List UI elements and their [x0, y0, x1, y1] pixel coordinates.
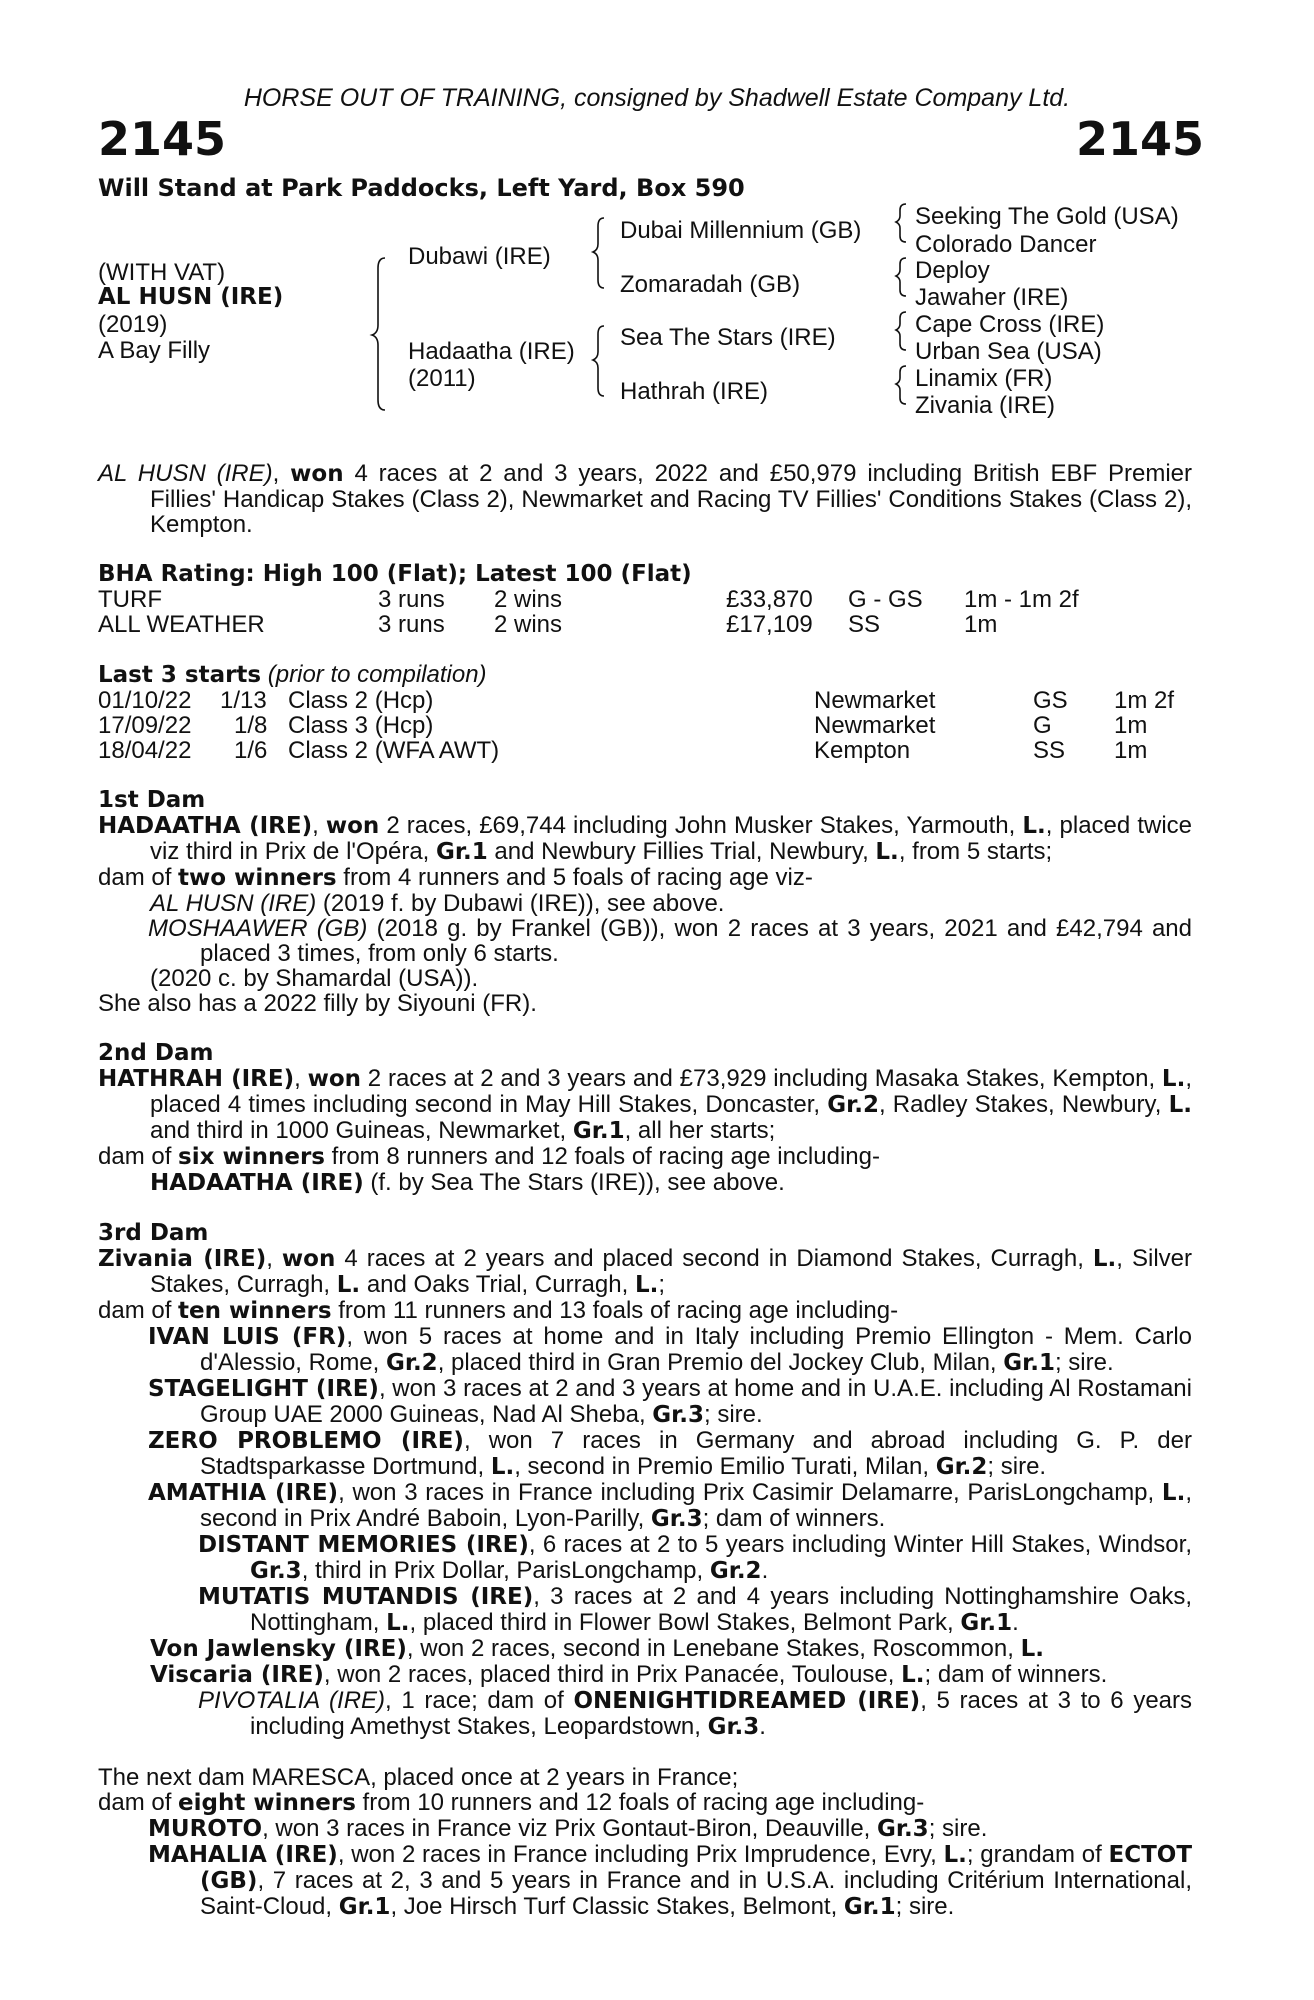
lot-number-left: 2145 — [98, 112, 227, 166]
sire-dam: Zomaradah (GB) — [620, 271, 801, 298]
produce-item: STAGELIGHT (IRE), won 3 races at 2 and 3 years at home and in U.A.E. including Al Rostamani Group UAE 2000 Guineas, Nad Al Sheba, Gr.3; sire. — [148, 1375, 1192, 1428]
produce-item: ZERO PROBLEMO (IRE), won 7 races in Germany and abroad including G. P. der Stadtsparkasse Dortmund, L., second in Premio Emilio Turati, Milan, Gr.2; sire. — [148, 1427, 1192, 1480]
horse-year: (2019) — [98, 311, 168, 338]
produce-item: MUROTO, won 3 races in France viz Prix Gontaut-Biron, Deauville, Gr.3; sire. — [148, 1815, 988, 1842]
first-dam-heading: 1st Dam — [98, 787, 206, 813]
rating-heading: BHA Rating: High 100 (Flat); Latest 100 (Flat) — [98, 561, 692, 587]
dam-year: (2011) — [408, 365, 476, 392]
last-start-row: 01/10/22 1/13 Class 2 (Hcp) Newmarket GS 1m 2f — [98, 687, 1175, 714]
consignment-line: HORSE OUT OF TRAINING, consigned by Shadwell Estate Company Ltd. — [243, 84, 1071, 112]
last-start-row: 17/09/22 1/8 Class 3 (Hcp) Newmarket G 1m — [98, 712, 1148, 739]
grandproduce-item: PIVOTALIA (IRE), 1 race; dam of ONENIGHTIDREAMED (IRE), 5 races at 3 to 6 years including Amethyst Stakes, Leopardstown, Gr.3. — [198, 1687, 1193, 1740]
produce-item: Von Jawlensky (IRE), won 2 races, second in Lenebane Stakes, Roscommon, L. — [150, 1635, 1044, 1662]
rating-row-turf: TURF 3 runs 2 wins £33,870 G - GS 1m - 1m 2f — [98, 586, 1079, 613]
sire-sire-dam: Colorado Dancer — [915, 231, 1097, 258]
produce-item: MOSHAAWER (GB) (2018 g. by Frankel (GB)), won 2 races at 3 years, 2021 and £42,794 and placed 3 times, from only 6 starts. — [148, 915, 1193, 967]
lot-number-right: 2145 — [1075, 112, 1204, 166]
third-dam-heading: 3rd Dam — [98, 1220, 209, 1246]
sire-sire-sire: Seeking The Gold (USA) — [915, 203, 1179, 230]
sire-dam-dam: Jawaher (IRE) — [915, 284, 1069, 311]
horse-name: AL HUSN (IRE) — [98, 284, 284, 310]
dam-sire-dam: Urban Sea (USA) — [915, 338, 1102, 365]
third-dam-produce-summary: dam of ten winners from 11 runners and 13 foals of racing age including- — [98, 1297, 899, 1324]
sire: Dubawi (IRE) — [408, 243, 551, 270]
first-dam-note: She also has a 2022 filly by Siyouni (FR). — [98, 990, 537, 1017]
produce-item: (2020 c. by Shamardal (USA)). — [150, 965, 479, 992]
first-dam-produce-summary: dam of two winners from 4 runners and 5 foals of racing age viz- — [98, 864, 813, 891]
produce-item: HADAATHA (IRE) (f. by Sea The Stars (IRE)), see above. — [150, 1169, 785, 1196]
produce-item: IVAN LUIS (FR), won 5 races at home and in Italy including Premio Ellington - Mem. Carlo d'Alessio, Rome, Gr.2, placed third in Gran Premio del Jockey Club, Milan, Gr.1; sire. — [148, 1323, 1192, 1376]
rating-row-all-weather: ALL WEATHER 3 runs 2 wins £17,109 SS 1m — [98, 611, 998, 638]
grandproduce-item: DISTANT MEMORIES (IRE), 6 races at 2 to 5 years including Winter Hill Stakes, Windsor, Gr.3, third in Prix Dollar, ParisLongchamp, Gr.2. — [198, 1531, 1192, 1584]
second-dam-record: HATHRAH (IRE), won 2 races at 2 and 3 years and £73,929 including Masaka Stakes, Kempton, L., placed 4 times including second in May Hill Stakes, Doncaster, Gr.2, Radley Stakes, Newbury, L. and third in 1000 Guineas, Newmarket, Gr.1, all her starts; — [98, 1065, 1193, 1144]
pedigree-brackets — [0, 0, 1314, 430]
stand-location: Will Stand at Park Paddocks, Left Yard, Box 590 — [98, 174, 745, 202]
next-dam-line: The next dam MARESCA, placed once at 2 years in France; — [98, 1764, 739, 1791]
third-dam-record: Zivania (IRE), won 4 races at 2 years and placed second in Diamond Stakes, Curragh, L., Silver Stakes, Curragh, L. and Oaks Trial, Curragh, L.; — [98, 1245, 1192, 1298]
produce-item: MAHALIA (IRE), won 2 races in France including Prix Imprudence, Evry, L.; grandam of ECTOT (GB), 7 races at 2, 3 and 5 years in France and in U.S.A. including Critérium International, Saint-Cloud, Gr.1, Joe Hirsch Turf Classic Stakes, Belmont, Gr.1; sire. — [148, 1841, 1193, 1920]
vat-note: (WITH VAT) — [98, 259, 226, 286]
next-dam-produce-summary: dam of eight winners from 10 runners and 12 foals of racing age including- — [98, 1789, 925, 1816]
dam-sire: Sea The Stars (IRE) — [620, 324, 836, 351]
dam: Hadaatha (IRE) — [408, 338, 575, 365]
last-starts-heading: Last 3 starts (prior to compilation) — [98, 661, 487, 688]
summary-paragraph: AL HUSN (IRE), won 4 races at 2 and 3 years, 2022 and £50,979 including British EBF Premier Fillies' Handicap Stakes (Class 2), Newmarket and Racing TV Fillies' Conditions Stakes (Class 2), Kempton. — [98, 460, 1192, 538]
dam-dam: Hathrah (IRE) — [620, 378, 769, 405]
horse-description: A Bay Filly — [98, 337, 211, 364]
second-dam-heading: 2nd Dam — [98, 1040, 214, 1066]
second-dam-produce-summary: dam of six winners from 8 runners and 12 foals of racing age including- — [98, 1143, 880, 1170]
first-dam-record: HADAATHA (IRE), won 2 races, £69,744 including John Musker Stakes, Yarmouth, L., placed twice viz third in Prix de l'Opéra, Gr.1 and Newbury Fillies Trial, Newbury, L., from 5 starts; — [98, 812, 1193, 865]
dam-dam-sire: Linamix (FR) — [915, 365, 1053, 392]
dam-sire-sire: Cape Cross (IRE) — [915, 311, 1105, 338]
catalogue-body — [98, 461, 1192, 1920]
last-start-row: 18/04/22 1/6 Class 2 (WFA AWT) Kempton SS 1m — [98, 737, 1148, 764]
sire-dam-sire: Deploy — [915, 257, 990, 284]
grandproduce-item: MUTATIS MUTANDIS (IRE), 3 races at 2 and 4 years including Nottinghamshire Oaks, Nottingham, L., placed third in Flower Bowl Stakes, Belmont Park, Gr.1. — [198, 1583, 1192, 1636]
produce-item: AL HUSN (IRE) (2019 f. by Dubawi (IRE)), see above. — [150, 890, 725, 917]
produce-item: Viscaria (IRE), won 2 races, placed third in Prix Panacée, Toulouse, L.; dam of winners. — [150, 1661, 1108, 1688]
sire-sire: Dubai Millennium (GB) — [620, 217, 862, 244]
dam-dam-dam: Zivania (IRE) — [915, 392, 1056, 419]
produce-item: AMATHIA (IRE), won 3 races in France including Prix Casimir Delamarre, ParisLongchamp, L., second in Prix André Baboin, Lyon-Parilly, Gr.3; dam of winners. — [148, 1479, 1192, 1532]
